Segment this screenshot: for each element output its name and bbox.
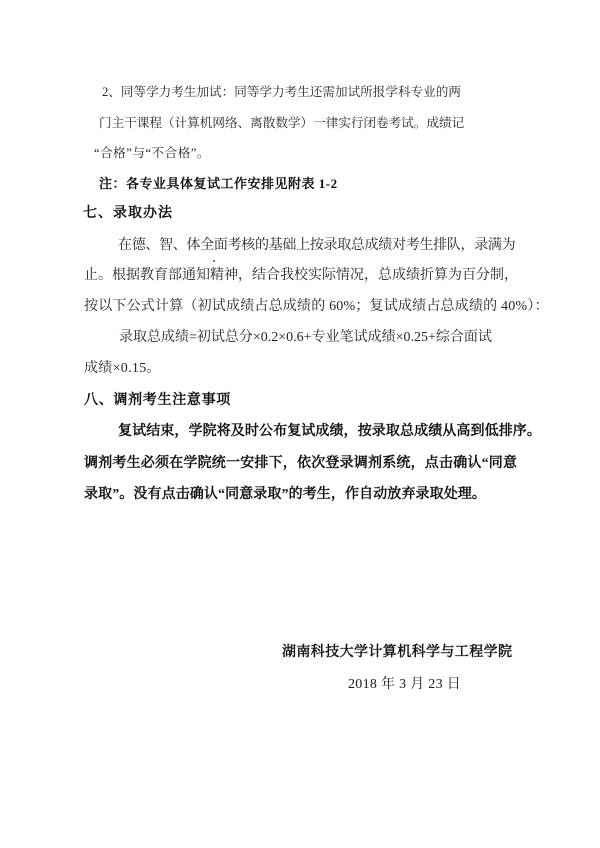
heading-section-8: 八、调剂考生注意事项 [84, 393, 231, 408]
para-equivalency-addtest-line1: 2、同等学力考生加试：同等学力考生还需加试所报学科专业的两 [102, 85, 461, 99]
para-equivalency-addtest-line2: 门主干课程（计算机网络、离散数学）一律实行闭卷考试。成绩记 [99, 116, 465, 130]
stray-dot-artifact [213, 260, 215, 262]
para-transfer-notice-line3: 录取”。没有点击确认“同意录取”的考生，作自动放弃录取处理。 [84, 487, 486, 502]
heading-section-7: 七、录取办法 [83, 206, 173, 221]
para-transfer-notice-line2: 调剂考生必须在学院统一安排下，依次登录调剂系统，点击确认“同意 [84, 456, 518, 471]
note-attachment-tables: 注：各专业具体复试工作安排见附表 1-2 [99, 176, 338, 191]
para-admission-line3: 按以下公式计算（初试成绩占总成绩的 60%；复试成绩占总成绩的 40%）： [84, 299, 549, 314]
signature-date: 2018 年 3 月 23 日 [348, 677, 461, 692]
para-admission-line1: 在德、智、体全面考核的基础上按录取总成绩对考生排队，录满为 [118, 238, 516, 253]
para-transfer-notice-line1: 复试结束，学院将及时公布复试成绩，按录取总成绩从高到低排序。 [118, 424, 541, 439]
formula-total-score-line1: 录取总成绩=初试总分×0.2×0.6+专业笔试成绩×0.25+综合面试 [119, 330, 492, 345]
para-equivalency-addtest-line3: “合格”与“不合格”。 [94, 146, 211, 160]
para-admission-line2: 止。根据教育部通知精神，结合我校实际情况，总成绩折算为百分制， [84, 268, 518, 283]
formula-total-score-line2: 成绩×0.15。 [84, 361, 161, 376]
signature-institution: 湖南科技大学计算机科学与工程学院 [282, 645, 513, 660]
